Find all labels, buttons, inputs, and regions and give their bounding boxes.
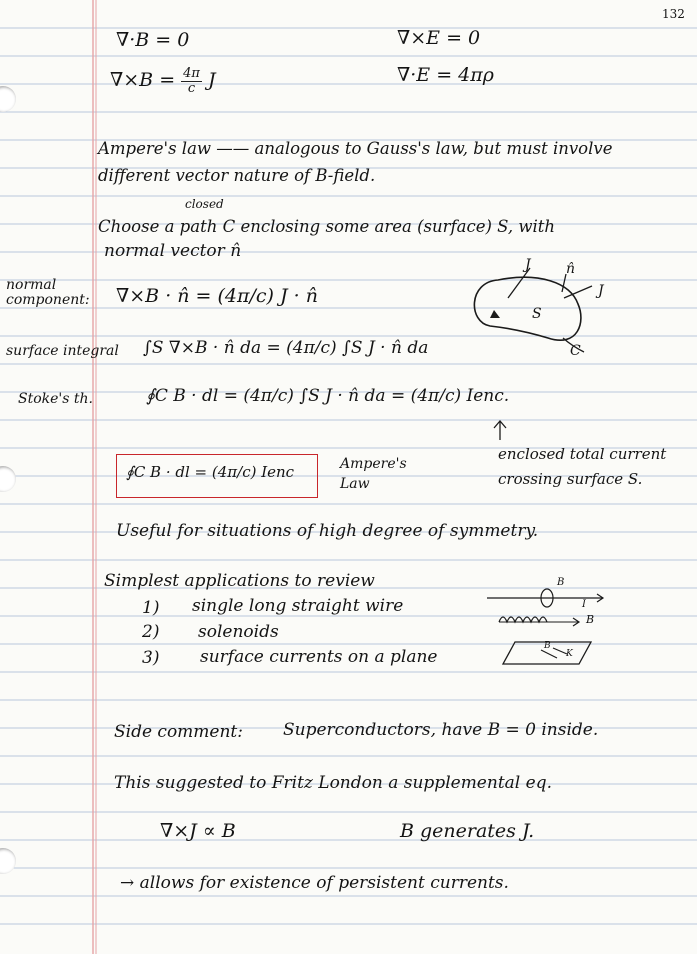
equation-normal-component: ∇×B · n̂ = (4π/c) J · n̂ (116, 285, 318, 307)
label-normal-component (6, 278, 92, 309)
label-stokes-theorem: Stoke's th. (18, 391, 93, 407)
wire-label-i: I (582, 599, 586, 610)
equation-curl-b (110, 67, 216, 95)
label-surface-integral: surface integral (6, 343, 119, 359)
equation-div-e: ∇·E = 4πρ (397, 64, 494, 86)
application-2-num: 2) (142, 622, 160, 642)
curl-b-denominator: c (187, 80, 196, 96)
wire-label-b: B (557, 577, 565, 588)
equation-stokes: ∮C B · dl = (4π/c) ∫S J · n̂ da = (4π/c) Ienc. (146, 386, 510, 406)
application-3-num: 3) (142, 648, 160, 668)
application-1-num: 1) (142, 598, 160, 618)
loop-arrowhead (490, 310, 500, 318)
enclosed-arrow (490, 418, 510, 442)
ampere-intro-line2: different vector nature of B-field. (98, 166, 376, 185)
plane-label-b: B (544, 641, 551, 651)
closed-annotation: closed (185, 197, 224, 211)
london-line: This suggested to Fritz London a supplemental eq. (114, 773, 552, 793)
curl-b-numerator: 4π (183, 66, 200, 81)
choose-line2: normal vector n̂ (104, 241, 242, 261)
london-conclusion: → allows for existence of persistent currents. (120, 873, 509, 893)
diagram-label-n-hat: n̂ (566, 261, 576, 277)
loop-diagram (468, 252, 628, 364)
equation-curl-e: ∇×E = 0 (397, 27, 481, 49)
diagram-label-c: C (570, 343, 581, 359)
application-2-text: solenoids (198, 622, 279, 642)
loop-curve (474, 277, 581, 340)
london-equation: ∇×J ∝ B (160, 820, 236, 842)
plane-label-k: K (566, 649, 573, 659)
applications-heading: Simplest applications to review (104, 571, 375, 591)
amperes-law-label-line1: Ampere's (340, 456, 407, 472)
enclosed-note-line2: crossing surface S. (498, 470, 643, 488)
solenoid-coil (499, 617, 547, 622)
diagram-label-s: S (532, 306, 542, 322)
side-comment-label: Side comment: (114, 722, 243, 742)
enclosed-note-line1: enclosed total current (498, 445, 667, 463)
equation-div-b: ∇·B = 0 (116, 29, 190, 51)
solenoid-label-b: B (586, 613, 595, 626)
application-3-text: surface currents on a plane (200, 647, 438, 667)
equation-surface-integral: ∫S ∇×B · n̂ da = (4π/c) ∫S J · n̂ da (143, 338, 429, 358)
diagram-label-j-right: J (598, 283, 604, 299)
choose-line1: Choose a path C enclosing some area (surface) S, with (98, 217, 556, 236)
application-1-text: single long straight wire (192, 596, 404, 616)
useful-text: Useful for situations of high degree of symmetry. (116, 521, 539, 541)
diagram-label-j-left: J (525, 257, 531, 273)
curl-b-right: J (208, 69, 216, 92)
london-generates: B generates J. (400, 820, 535, 842)
side-comment-text: Superconductors, have B = 0 inside. (283, 720, 599, 740)
ampere-intro-line1: Ampere's law —— analogous to Gauss's law, but must involve (98, 139, 613, 158)
curl-b-left: ∇×B = (110, 69, 176, 92)
label-normal-component-text: normal component: (6, 277, 90, 309)
curl-b-fraction (181, 67, 202, 95)
amperes-law-equation: ∮C B · dl = (4π/c) Ienc (126, 463, 295, 481)
j-arrow-right (564, 286, 592, 298)
page-number: 132 (662, 7, 685, 21)
amperes-law-label-line2: Law (340, 476, 370, 492)
